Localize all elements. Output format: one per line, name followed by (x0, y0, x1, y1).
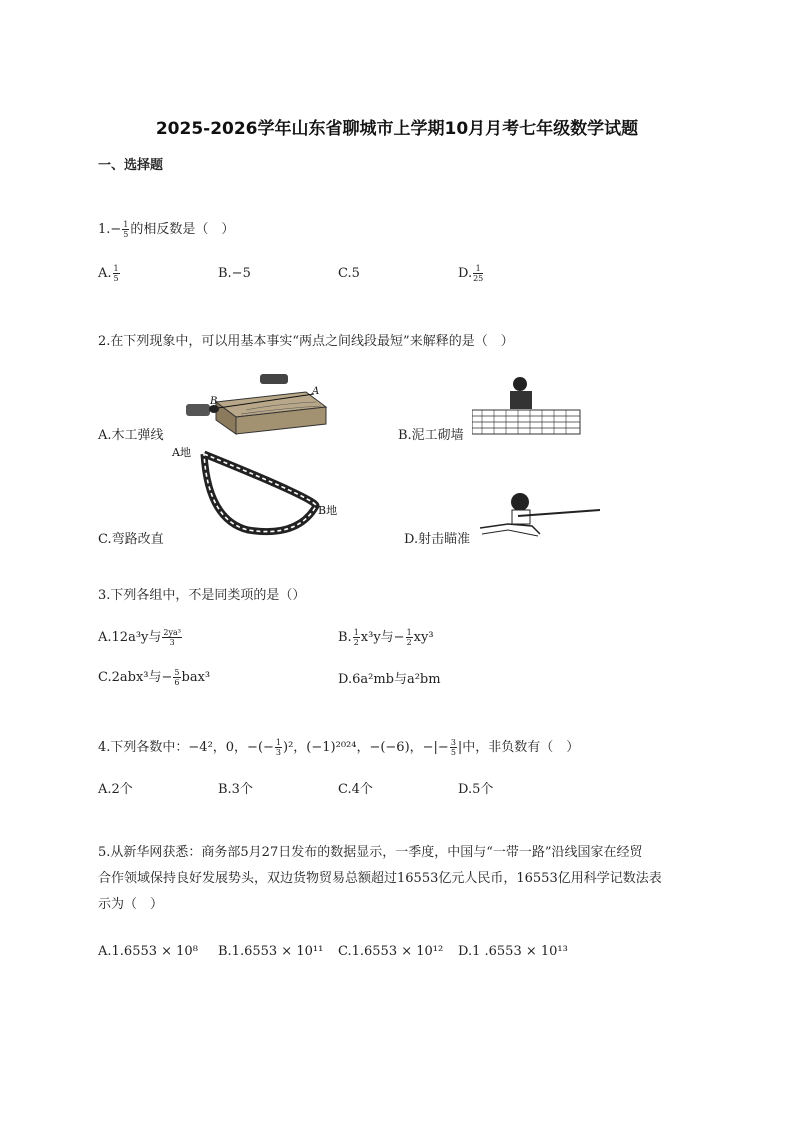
page-title: 2025-2026学年山东省聊城市上学期10月月考七年级数学试题 (155, 119, 639, 139)
q1-fraction: $\frac{1}{5}$ (123, 220, 129, 239)
q2-option-b[interactable]: B.泥工砌墙 (398, 428, 464, 443)
q1-option-d[interactable]: D. $\frac{1}{25}$ (458, 264, 484, 283)
q4-option-c[interactable]: C.4个 (338, 782, 373, 797)
q5-line-2: 合作领域保持良好发展势头，双边货物贸易总额超过16553亿元人民币，16553亿用科学记数法表 (98, 871, 662, 886)
curved-road-figure (168, 440, 348, 540)
section-heading: 一、选择题 (98, 158, 164, 173)
fig-a-point-a: A (312, 386, 320, 397)
q3-option-d[interactable]: D.6a²mb与a²bm (338, 672, 441, 687)
q3-option-b[interactable]: B. $\frac{1}{2}$ x³y与− $\frac{1}{2}$ xy³ (338, 628, 434, 647)
q1-option-b[interactable]: B.−5 (218, 266, 251, 281)
q1-prefix: 1.− (98, 222, 122, 237)
q1-option-a[interactable]: A. $\frac{1}{5}$ (98, 264, 119, 283)
q5-option-a[interactable]: A.1.6553 × 10⁸ (98, 944, 198, 959)
q1-suffix: 的相反数是（ ） (130, 222, 235, 237)
q4-option-a[interactable]: A.2个 (98, 782, 133, 797)
fig-a-point-b: B (210, 396, 218, 407)
bricklaying-figure (472, 376, 582, 436)
question-1-stem (98, 220, 234, 240)
q5-line-1: 5.从新华网获悉：商务部5月27日发布的数据显示，一季度，中国与“一带一路”沿线国家在经贸 (98, 845, 643, 860)
q2-option-c[interactable]: C.弯路改直 (98, 532, 164, 547)
q5-option-b[interactable]: B.1.6553 × 10¹¹ (218, 944, 324, 959)
q3-option-a[interactable]: A.12a³y与 $\frac{\text{2ya³}}{3}$ (98, 628, 181, 647)
fig-c-point-a: A地 (172, 446, 191, 459)
q4-option-b[interactable]: B.3个 (218, 782, 253, 797)
question-5-stem (98, 840, 698, 918)
q3-option-c[interactable]: C.2abx³与− $\frac{5}{6}$ bax³ (98, 668, 211, 687)
q5-line-3: 示为（ ） (98, 897, 164, 912)
question-2-stem: 2.在下列现象中，可以用基本事实“两点之间线段最短”来解释的是（ ） (98, 334, 514, 349)
q5-option-c[interactable]: C.1.6553 × 10¹² (338, 944, 444, 959)
q2-option-a[interactable]: A.木工弹线 (98, 428, 164, 443)
shooter-figure (478, 490, 604, 540)
q2-option-d[interactable]: D.射击瞄准 (404, 532, 471, 547)
carpentry-figure (176, 372, 336, 442)
question-3-stem: 3.下列各组中，不是同类项的是（） (98, 588, 306, 603)
q5-option-d[interactable]: D.1 .6553 × 10¹³ (458, 944, 568, 959)
q4-option-d[interactable]: D.5个 (458, 782, 494, 797)
q1-option-c[interactable]: C.5 (338, 266, 360, 281)
fig-c-point-b: B地 (318, 504, 338, 517)
question-4-stem: 4.下列各数中：−4²，0，−(− $\frac{1}{3}$ )²，(−1)²⁰²⁴，−(−6)，−|− $\frac{3}{5}$ |中，非负数有（ ） (98, 738, 580, 757)
